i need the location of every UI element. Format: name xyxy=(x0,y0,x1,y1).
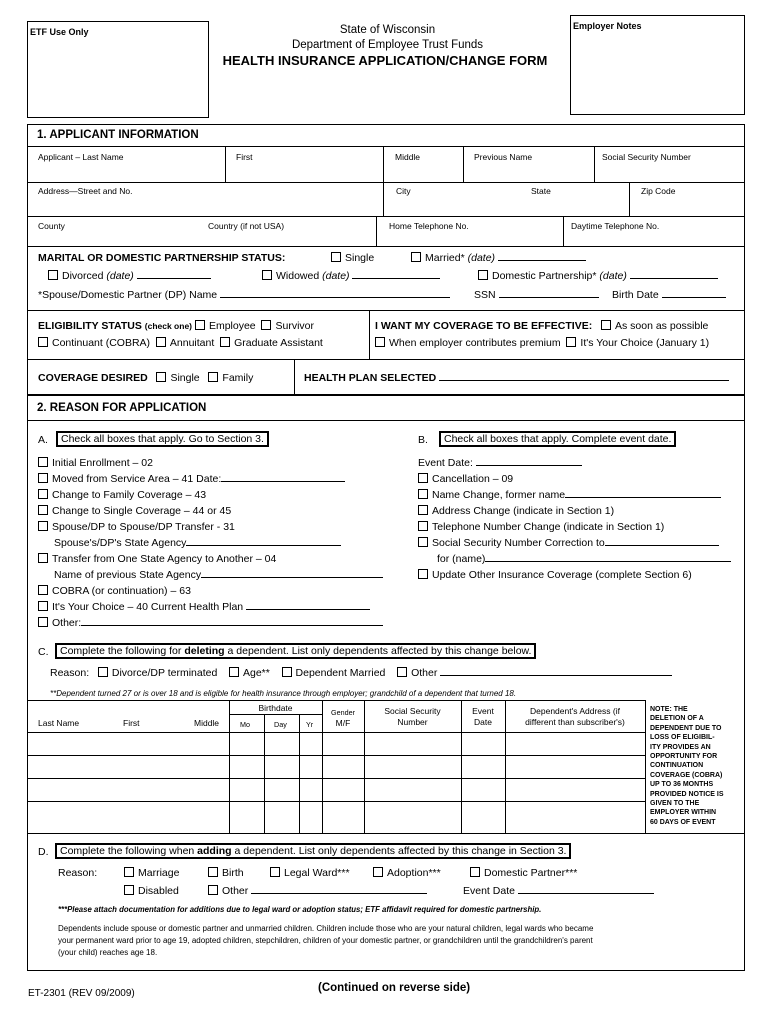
dep-married-checkbox[interactable] xyxy=(282,667,292,677)
dp-date-label: (date) xyxy=(599,270,627,282)
col-last-name: Last Name xyxy=(38,718,80,728)
spouse-ssn-label: SSN xyxy=(474,289,496,301)
d-event-date-label: Event Date xyxy=(463,885,515,897)
widowed-date-input[interactable] xyxy=(352,270,440,279)
legal-ward-label: Legal Ward*** xyxy=(284,867,350,879)
iyc-item[interactable] xyxy=(38,601,370,613)
widowed-label: Widowed xyxy=(276,270,320,282)
married-date-input[interactable] xyxy=(498,252,586,261)
disabled-label: Disabled xyxy=(138,885,179,897)
col-yr: Yr xyxy=(306,720,314,729)
name-change-checkbox[interactable] xyxy=(418,489,428,499)
city-field[interactable]: City xyxy=(396,186,411,196)
spouse-transfer-checkbox[interactable] xyxy=(38,521,48,531)
other-a-item[interactable] xyxy=(38,617,383,629)
event-date-item xyxy=(418,457,582,469)
divorced-checkbox[interactable] xyxy=(48,270,58,280)
disabled-checkbox[interactable] xyxy=(124,885,134,895)
eligibility-row xyxy=(38,320,314,332)
prev-agency-item xyxy=(54,569,383,581)
section1-title: 1. APPLICANT INFORMATION xyxy=(37,129,199,141)
domestic-partnership-label: Domestic Partnership* xyxy=(492,270,597,282)
prev-agency-label: Name of previous State Agency xyxy=(54,569,202,581)
first-name-field[interactable]: First xyxy=(236,152,253,162)
spouse-ssn xyxy=(474,289,599,301)
col-day: Day xyxy=(274,720,287,729)
col-middle: Middle xyxy=(194,718,220,728)
other-d-checkbox[interactable] xyxy=(208,885,218,895)
continued-note: (Continued on reverse side) xyxy=(318,982,471,994)
spouse-agency-label: Spouse's/DP's State Agency xyxy=(54,537,187,549)
single-checkbox[interactable] xyxy=(331,252,341,262)
spouse-agency-input[interactable] xyxy=(186,537,341,546)
dependents-text-2: your permanent ward prior to age 19, adopted children, stepchildren, children of your domestic partner, or grandchildren until the grandchildren's parent xyxy=(58,936,593,945)
legal-ward-option[interactable] xyxy=(270,867,350,879)
effective-row xyxy=(375,320,708,332)
disabled-option[interactable] xyxy=(124,885,179,897)
cobra-checkbox[interactable] xyxy=(38,585,48,595)
county-field[interactable]: County xyxy=(38,221,65,231)
c-instr-bold: deleting xyxy=(184,645,225,657)
phone-change-checkbox[interactable] xyxy=(418,521,428,531)
eligibility-row2 xyxy=(38,337,323,349)
family-change-label: Change to Family Coverage – 43 xyxy=(52,489,207,501)
other-a-input[interactable] xyxy=(81,617,383,626)
spouse-name-label: *Spouse/Domestic Partner (DP) Name xyxy=(38,289,218,301)
ssn-correction-label: Social Security Number Correction to xyxy=(432,537,605,549)
asap-checkbox[interactable] xyxy=(601,320,611,330)
spouse-transfer-item[interactable] xyxy=(38,521,235,533)
marital-status-label: MARITAL OR DOMESTIC PARTNERSHIP STATUS: xyxy=(38,252,286,264)
spouse-ssn-input[interactable] xyxy=(499,289,599,298)
coverage-row xyxy=(38,372,253,384)
widowed-option[interactable] xyxy=(262,270,440,282)
adoption-option[interactable] xyxy=(373,867,441,879)
legal-ward-checkbox[interactable] xyxy=(270,867,280,877)
daytime-phone-field[interactable]: Daytime Telephone No. xyxy=(571,221,660,231)
address-change-checkbox[interactable] xyxy=(418,505,428,515)
employer-notes-label: Employer Notes xyxy=(573,21,642,31)
divorced-date-input[interactable] xyxy=(137,270,211,279)
spouse-birth-date xyxy=(612,289,726,301)
other-d-input[interactable] xyxy=(251,885,427,894)
zip-code-field[interactable]: Zip Code xyxy=(641,186,676,196)
phone-change-label: Telephone Number Change (indicate in Section 1) xyxy=(432,521,665,533)
family-change-checkbox[interactable] xyxy=(38,489,48,499)
other-d-label: Other xyxy=(222,885,249,897)
married-option[interactable] xyxy=(411,252,586,264)
dependents-text-1: Dependents include spouse or domestic partner and unmarried children. Children include those who are your natural children, legal wards who became xyxy=(58,924,594,933)
department-heading: Department of Employee Trust Funds xyxy=(291,39,484,51)
annuitant-label: Annuitant xyxy=(169,337,215,349)
other-d-option[interactable] xyxy=(208,885,427,897)
single-coverage-label: Single xyxy=(170,372,200,384)
ssn-field[interactable]: Social Security Number xyxy=(602,152,691,162)
update-other-label: Update Other Insurance Coverage (complete Section 6) xyxy=(432,569,692,581)
adoption-label: Adoption*** xyxy=(387,867,441,879)
spouse-row xyxy=(38,289,450,301)
home-phone-field[interactable]: Home Telephone No. xyxy=(389,221,469,231)
dom-partner-label: Domestic Partner*** xyxy=(484,867,578,879)
employer-contributes-checkbox[interactable] xyxy=(375,337,385,347)
name-change-item[interactable] xyxy=(418,489,721,501)
etf-use-only-label: ETF Use Only xyxy=(30,27,89,37)
eligibility-label: ELIGIBILITY STATUS xyxy=(38,320,142,332)
col-mf: M/F xyxy=(335,718,351,728)
employer-contributes-label: When employer contributes premium xyxy=(389,337,561,349)
single-change-checkbox[interactable] xyxy=(38,505,48,515)
col-event-1: Event xyxy=(472,706,494,716)
address-field[interactable]: Address—Street and No. xyxy=(38,186,133,196)
continuant-checkbox[interactable] xyxy=(38,337,48,347)
married-checkbox[interactable] xyxy=(411,252,421,262)
agency-transfer-item[interactable] xyxy=(38,553,276,565)
other-a-checkbox[interactable] xyxy=(38,617,48,627)
d-instr-bold: adding xyxy=(197,845,232,857)
table-row[interactable] xyxy=(28,733,644,755)
d-event-date-input[interactable] xyxy=(518,885,654,894)
single-change-label: Change to Single Coverage – 44 or 45 xyxy=(52,505,232,517)
col-first: First xyxy=(123,718,140,728)
other-c-checkbox[interactable] xyxy=(397,667,407,677)
form-number: ET-2301 (REV 09/2009) xyxy=(28,988,135,999)
married-date-label: (date) xyxy=(467,252,496,264)
dom-partner-option[interactable] xyxy=(470,867,577,879)
its-your-choice-checkbox[interactable] xyxy=(566,337,576,347)
widowed-date-label: (date) xyxy=(322,270,350,282)
divorced-date-label: (date) xyxy=(106,270,134,282)
single-status-option[interactable] xyxy=(331,252,374,264)
other-c-label: Other xyxy=(411,667,438,679)
age-note: **Dependent turned 27 or is over 18 and is eligible for health insurance through employer; grandchild of a dependent that turned 18. xyxy=(50,689,517,698)
effective-row2 xyxy=(375,337,709,349)
domestic-partnership-option[interactable] xyxy=(478,270,718,282)
address-change-label: Address Change (indicate in Section 1) xyxy=(432,505,615,517)
col-ssn-2: Number xyxy=(397,717,428,727)
moved-label: Moved from Service Area – 41 Date: xyxy=(52,473,222,485)
form-title: HEALTH INSURANCE APPLICATION/CHANGE FORM xyxy=(222,53,548,68)
cancellation-checkbox[interactable] xyxy=(418,473,428,483)
cancellation-item[interactable] xyxy=(418,473,513,485)
ssn-correction-item[interactable] xyxy=(418,537,719,549)
a-instruction: Check all boxes that apply. Go to Section 3. xyxy=(56,431,269,447)
single-change-item[interactable] xyxy=(38,505,231,517)
add-reason-label: Reason: xyxy=(58,867,98,879)
continuant-label: Continuant (COBRA) xyxy=(52,337,151,349)
asap-label: As soon as possible xyxy=(614,320,709,332)
moved-item[interactable] xyxy=(38,473,345,485)
domestic-partnership-checkbox[interactable] xyxy=(478,270,488,280)
birth-label: Birth xyxy=(222,867,244,879)
section2-title: 2. REASON FOR APPLICATION xyxy=(37,402,207,414)
moved-checkbox[interactable] xyxy=(38,473,48,483)
graduate-assistant-checkbox[interactable] xyxy=(220,337,230,347)
iyc-checkbox[interactable] xyxy=(38,601,48,611)
spouse-agency-item xyxy=(54,537,341,549)
divorce-dp-checkbox[interactable] xyxy=(98,667,108,677)
marriage-option[interactable] xyxy=(124,867,179,879)
family-change-item[interactable] xyxy=(38,489,206,501)
marriage-label: Marriage xyxy=(138,867,180,879)
address-change-item[interactable] xyxy=(418,505,614,517)
applicant-last-name-field[interactable]: Applicant – Last Name xyxy=(38,152,124,162)
annuitant-checkbox[interactable] xyxy=(156,337,166,347)
middle-name-field[interactable]: Middle xyxy=(395,152,421,162)
update-other-item[interactable] xyxy=(418,569,692,581)
for-name-input[interactable] xyxy=(485,553,731,562)
cancellation-label: Cancellation – 09 xyxy=(432,473,514,485)
family-coverage-checkbox[interactable] xyxy=(208,372,218,382)
health-plan-input[interactable] xyxy=(439,372,729,381)
effective-label: I WANT MY COVERAGE TO BE EFFECTIVE: xyxy=(375,320,593,332)
delete-reason-label: Reason: xyxy=(50,667,90,679)
dependents-text-3: (your child) reaches age 18. xyxy=(58,948,158,957)
other-c-input[interactable] xyxy=(440,667,672,676)
married-label: Married* xyxy=(425,252,465,264)
name-change-label: Name Change, former name xyxy=(432,489,566,501)
d-instr-post: a dependent. List only dependents affected by this change in Section 3. xyxy=(231,845,567,857)
cobra-item[interactable] xyxy=(38,585,191,597)
col-ssn-1: Social Security xyxy=(384,706,441,716)
initial-enrollment-item[interactable] xyxy=(38,457,153,469)
col-mo: Mo xyxy=(240,720,250,729)
birth-option[interactable] xyxy=(208,867,244,879)
employee-label: Employee xyxy=(208,320,256,332)
cobra-label: COBRA (or continuation) – 63 xyxy=(52,585,191,597)
its-your-choice-label: It's Your Choice (January 1) xyxy=(580,337,710,349)
former-name-input[interactable] xyxy=(565,489,721,498)
coverage-desired-label: COVERAGE DESIRED xyxy=(38,372,148,384)
state-heading: State of Wisconsin xyxy=(339,24,436,36)
spouse-name-input[interactable] xyxy=(220,289,450,298)
agency-transfer-label: Transfer from One State Agency to Another – 04 xyxy=(52,553,277,565)
divorced-option[interactable] xyxy=(48,270,211,282)
graduate-assistant-label: Graduate Assistant xyxy=(234,337,323,349)
age-checkbox[interactable] xyxy=(229,667,239,677)
spouse-birth-date-label: Birth Date xyxy=(612,289,659,301)
event-date-input[interactable] xyxy=(476,457,582,466)
survivor-label: Survivor xyxy=(275,320,314,332)
family-coverage-label: Family xyxy=(222,372,254,384)
col-addr-1: Dependent's Address (if xyxy=(530,706,620,716)
survivor-checkbox[interactable] xyxy=(261,320,271,330)
age-label: Age** xyxy=(242,667,270,679)
b-letter: B. xyxy=(418,434,428,446)
divorced-label: Divorced xyxy=(62,270,104,282)
c-instr-post: a dependent. List only dependents affected by this change below. xyxy=(224,645,532,657)
d-event-date xyxy=(463,885,654,897)
c-letter: C. xyxy=(38,646,49,658)
phone-change-item[interactable] xyxy=(418,521,664,533)
moved-date-input[interactable] xyxy=(221,473,345,482)
birth-checkbox[interactable] xyxy=(208,867,218,877)
delete-reason-row xyxy=(50,667,672,679)
initial-enrollment-checkbox[interactable] xyxy=(38,457,48,467)
table-row[interactable] xyxy=(28,779,644,801)
update-other-checkbox[interactable] xyxy=(418,569,428,579)
c-instruction xyxy=(55,643,536,659)
health-plan-row xyxy=(304,372,729,384)
col-gender: Gender xyxy=(331,708,355,717)
dep-married-label: Dependent Married xyxy=(295,667,386,679)
c-instr-pre: Complete the following for xyxy=(60,645,185,657)
spouse-transfer-label: Spouse/DP to Spouse/DP Transfer - 31 xyxy=(52,521,235,533)
spouse-birth-date-input[interactable] xyxy=(662,289,726,298)
previous-name-field[interactable]: Previous Name xyxy=(474,152,533,162)
health-plan-label: HEALTH PLAN SELECTED xyxy=(304,372,437,384)
d-instruction xyxy=(55,843,571,859)
initial-enrollment-label: Initial Enrollment – 02 xyxy=(52,457,153,469)
divorce-dp-label: Divorce/DP terminated xyxy=(111,667,218,679)
table-row[interactable] xyxy=(28,802,644,833)
d-instr-pre: Complete the following when xyxy=(60,845,198,857)
employee-checkbox[interactable] xyxy=(195,320,205,330)
single-label: Single xyxy=(345,252,375,264)
check-one-label: (check one) xyxy=(144,321,193,331)
dp-date-input[interactable] xyxy=(630,270,718,279)
adoption-checkbox[interactable] xyxy=(373,867,383,877)
attach-note: ***Please attach documentation for additions due to legal ward or adoption status; ETF affidavit required for domestic partnership. xyxy=(58,905,542,914)
iyc-label: It's Your Choice – 40 Current Health Plan xyxy=(52,601,244,613)
event-date-label: Event Date: xyxy=(418,457,473,469)
col-event-2: Date xyxy=(474,717,492,727)
widowed-checkbox[interactable] xyxy=(262,270,272,280)
ssn-correction-checkbox[interactable] xyxy=(418,537,428,547)
single-coverage-checkbox[interactable] xyxy=(156,372,166,382)
agency-transfer-checkbox[interactable] xyxy=(38,553,48,563)
cobra-note: NOTE: THE DELETION OF A DEPENDENT DUE TO LOSS OF ELIGIBIL- ITY PROVIDES AN OPPORTUNITY FOR CONTINUATION COVERAGE (COBRA) UP TO 36 MONTHS PROVIDED NOTICE IS GIVEN TO THE EMPLOYER WITHIN 60 DAYS OF EVENT xyxy=(650,706,724,826)
marriage-checkbox[interactable] xyxy=(124,867,134,877)
for-name-label: for (name) xyxy=(437,553,486,565)
for-name-item xyxy=(437,553,731,565)
current-health-plan-input[interactable] xyxy=(246,601,370,610)
b-instruction: Check all boxes that apply. Complete event date. xyxy=(439,431,676,447)
other-a-label: Other: xyxy=(52,617,82,629)
ssn-correction-input[interactable] xyxy=(605,537,719,546)
prev-agency-input[interactable] xyxy=(201,569,383,578)
col-birthdate: Birthdate xyxy=(258,703,293,713)
table-row[interactable] xyxy=(28,756,644,778)
a-letter: A. xyxy=(38,434,48,446)
country-field[interactable]: Country (if not USA) xyxy=(208,221,285,231)
dom-partner-checkbox[interactable] xyxy=(470,867,480,877)
d-letter: D. xyxy=(38,846,49,858)
col-addr-2: different than subscriber's) xyxy=(525,717,625,727)
state-field[interactable]: State xyxy=(531,186,551,196)
